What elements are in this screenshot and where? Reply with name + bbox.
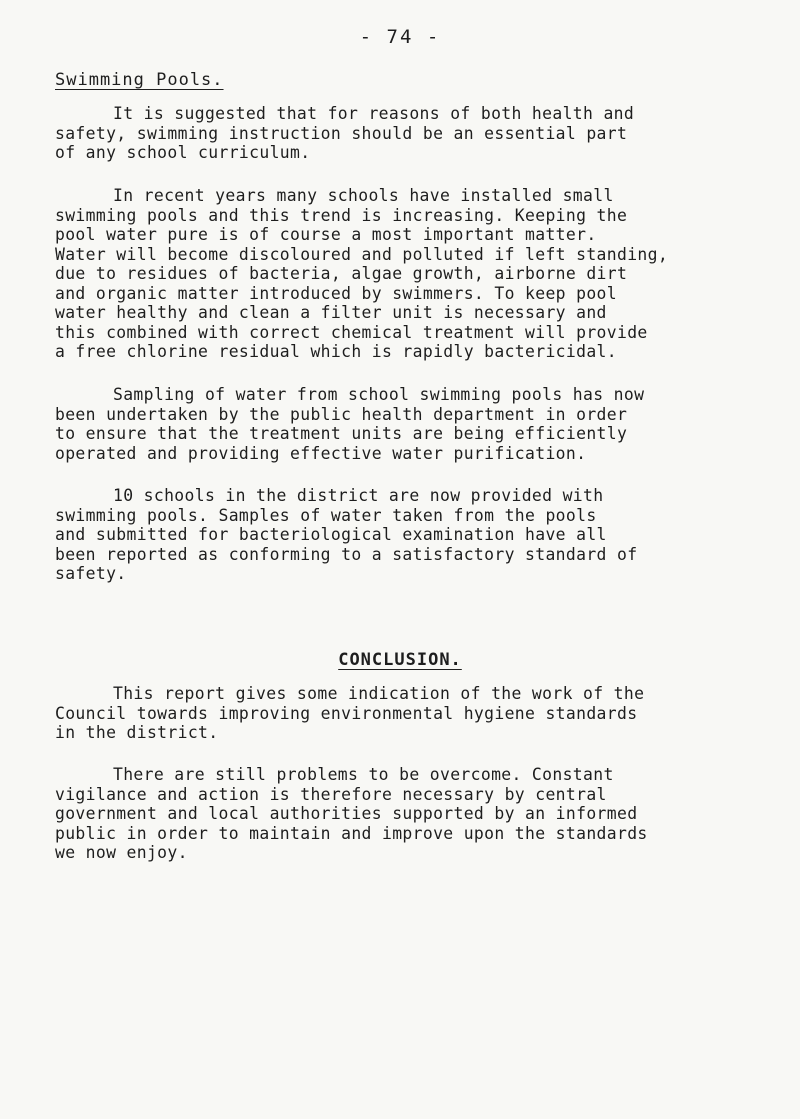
paragraph-line: swimming pools and this trend is increasing. Keeping the (55, 205, 628, 225)
paragraph-line: It is suggested that for reasons of both health and (113, 104, 635, 123)
paragraph-line: and organic matter introduced by swimmers. To keep pool (55, 283, 617, 303)
paragraph-line: safety, swimming instruction should be an essential part (55, 123, 628, 143)
conclusion-heading: CONCLUSION. (338, 650, 462, 670)
paragraph-line: Sampling of water from school swimming pools has now (113, 385, 645, 404)
paragraph-line: due to residues of bacteria, algae growth, airborne dirt (55, 264, 628, 283)
section-heading-swimming-pools: Swimming Pools. (55, 70, 224, 90)
paragraph-line: and submitted for bacteriological examination have all (55, 525, 607, 544)
paragraph-line: Council towards improving environmental hygiene standards (55, 703, 638, 723)
paragraph-line: of any school curriculum. (55, 143, 311, 162)
paragraph-line: There are still problems to be overcome. Constant (113, 765, 614, 784)
paragraph-problems (55, 765, 765, 863)
paragraph-school-pools (55, 486, 765, 584)
paragraph-sampling (55, 385, 765, 463)
paragraph-pool-water (55, 186, 765, 362)
paragraph-line: we now enjoy. (55, 843, 188, 862)
paragraph-line: this combined with correct chemical treatment will provide (55, 322, 648, 342)
paragraph-line: swimming pools. Samples of water taken from the pools (55, 505, 597, 525)
paragraph-line: This report gives some indication of the work of the (113, 684, 645, 703)
paragraph-line: In recent years many schools have installed small (113, 186, 614, 205)
paragraph-line: been undertaken by the public health department in order (55, 404, 628, 424)
paragraph-report-summary (55, 684, 765, 743)
paragraph-line: to ensure that the treatment units are being efficiently (55, 424, 628, 443)
paragraph-line: in the district. (55, 723, 219, 742)
page-number: - 74 - (359, 26, 441, 48)
paragraph-line: government and local authorities supported by an informed (55, 804, 638, 823)
paragraph-line: 10 schools in the district are now provided with (113, 486, 604, 505)
paragraph-line: public in order to maintain and improve upon the standards (55, 823, 648, 843)
paragraph-line: safety. (55, 564, 127, 583)
paragraph-line: vigilance and action is therefore necessary by central (55, 784, 607, 804)
paragraph-line: water healthy and clean a filter unit is necessary and (55, 303, 607, 322)
paragraph-line: pool water pure is of course a most important matter. (55, 225, 597, 244)
paragraph-line: operated and providing effective water purification. (55, 443, 587, 463)
paragraph-swimming-instruction (55, 104, 765, 163)
paragraph-line: a free chlorine residual which is rapidly bactericidal. (55, 342, 617, 361)
paragraph-line: been reported as conforming to a satisfactory standard of (55, 544, 638, 564)
paragraph-line: Water will become discoloured and polluted if left standing, (55, 244, 669, 264)
